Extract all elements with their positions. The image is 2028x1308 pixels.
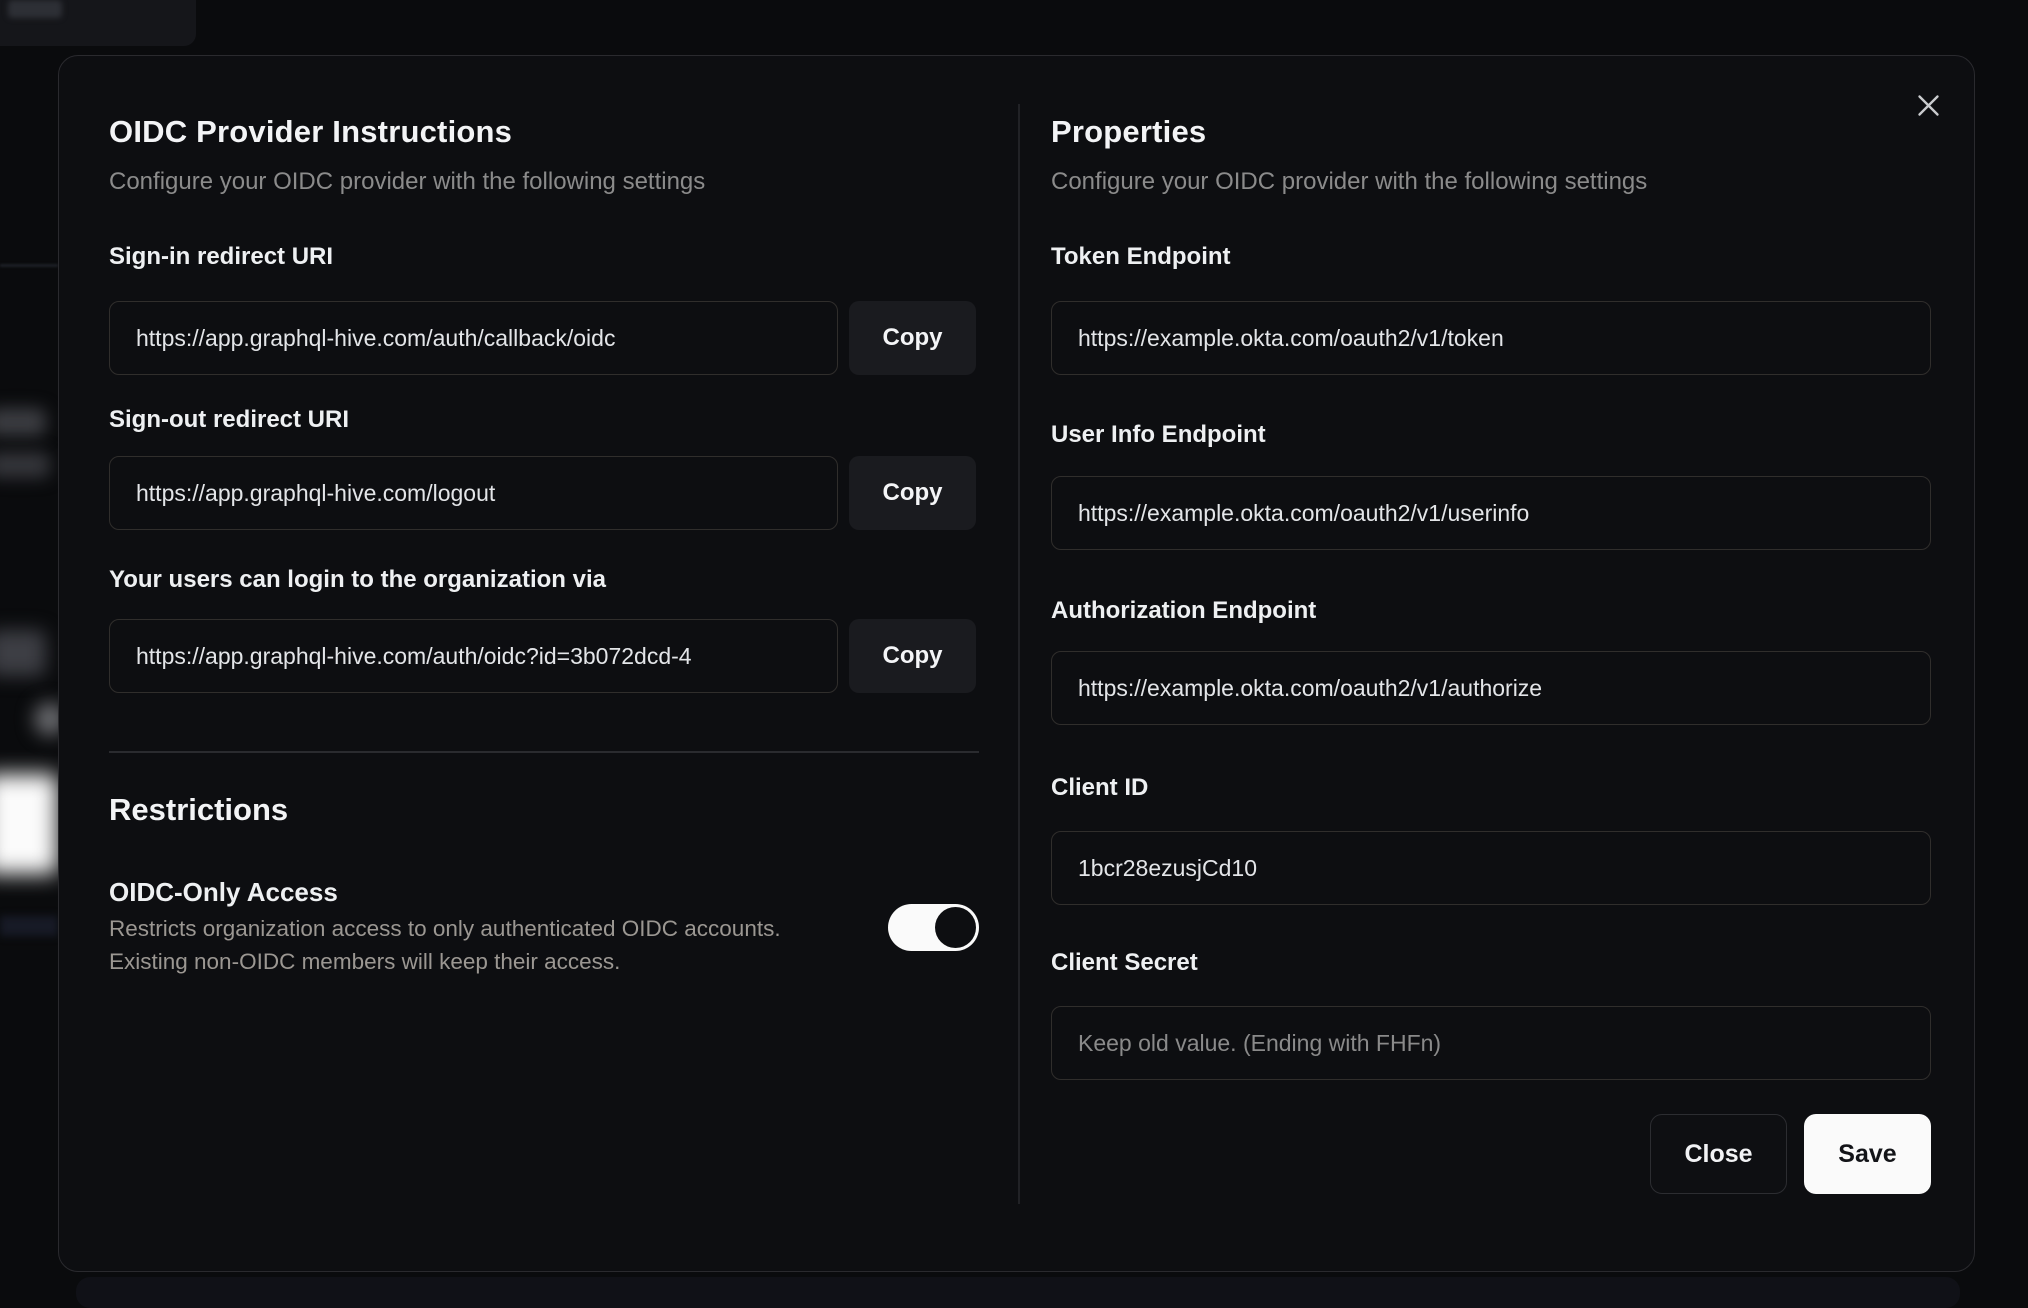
- client-secret-input[interactable]: [1051, 1006, 1931, 1080]
- userinfo-endpoint-input[interactable]: [1051, 476, 1931, 550]
- background-section-edge: [0, 264, 58, 267]
- background-blurred-text: [0, 408, 46, 436]
- column-divider: [1018, 104, 1020, 1204]
- token-endpoint-input[interactable]: [1051, 301, 1931, 375]
- org-login-uri-label: Your users can login to the organization via: [109, 566, 606, 593]
- signin-redirect-uri-label: Sign-in redirect URI: [109, 243, 334, 270]
- properties-subtitle: Configure your OIDC provider with the following settings: [1051, 168, 1648, 195]
- copy-org-login-uri-button[interactable]: Copy: [849, 619, 976, 693]
- x-close-icon: [1915, 92, 1942, 122]
- background-blurred-button: [0, 774, 58, 874]
- userinfo-endpoint-label: User Info Endpoint: [1051, 421, 1266, 448]
- client-secret-label: Client Secret: [1051, 949, 1198, 976]
- copy-signout-uri-button[interactable]: Copy: [849, 456, 976, 530]
- org-login-uri-input[interactable]: [109, 619, 838, 693]
- toggle-thumb: [935, 907, 976, 948]
- authorization-endpoint-label: Authorization Endpoint: [1051, 597, 1317, 624]
- instructions-title: OIDC Provider Instructions: [109, 114, 513, 149]
- oidc-only-access-description: Existing non-OIDC members will keep their access.: [109, 949, 621, 974]
- signin-redirect-uri-input[interactable]: [109, 301, 838, 375]
- background-blurred-text: [0, 452, 50, 478]
- client-id-label: Client ID: [1051, 774, 1149, 801]
- instructions-subtitle: Configure your OIDC provider with the following settings: [109, 168, 706, 195]
- authorization-endpoint-input[interactable]: [1051, 651, 1931, 725]
- background-blurred-block: [0, 630, 46, 676]
- oidc-settings-modal: [58, 55, 1975, 1272]
- background-blurred-logo: [8, 0, 62, 18]
- modal-close-button[interactable]: [1903, 82, 1953, 132]
- token-endpoint-label: Token Endpoint: [1051, 243, 1231, 270]
- background-blurred-band: [0, 916, 58, 936]
- save-button[interactable]: Save: [1804, 1114, 1931, 1194]
- client-id-input[interactable]: [1051, 831, 1931, 905]
- section-divider: [109, 751, 979, 753]
- background-card-edge: [76, 1277, 1960, 1308]
- restrictions-title: Restrictions: [109, 792, 289, 827]
- copy-signin-uri-button[interactable]: Copy: [849, 301, 976, 375]
- signout-redirect-uri-label: Sign-out redirect URI: [109, 406, 350, 433]
- oidc-only-access-toggle[interactable]: [888, 904, 979, 951]
- signout-redirect-uri-input[interactable]: [109, 456, 838, 530]
- close-button[interactable]: Close: [1650, 1114, 1787, 1194]
- properties-title: Properties: [1051, 114, 1207, 149]
- oidc-only-access-description: Restricts organization access to only authenticated OIDC accounts.: [109, 916, 781, 941]
- oidc-only-access-label: OIDC-Only Access: [109, 877, 338, 907]
